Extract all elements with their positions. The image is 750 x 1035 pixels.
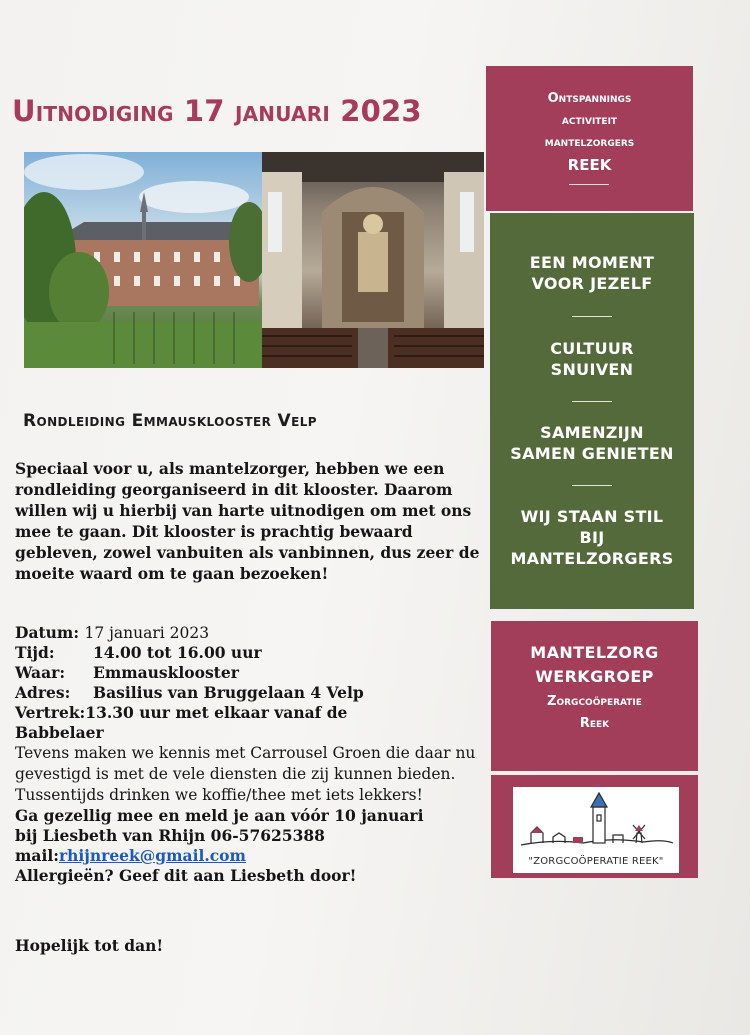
theme-moment [490,252,694,294]
mail-label: mail: [15,846,59,865]
datum-label: Datum: [15,623,80,642]
theme-stilstaan-line-1: WIJ STAAN STIL [520,507,664,526]
theme-samenzijn-line-2: SAMEN GENIETEN [510,444,674,463]
workgroup-line-2: WERKGROEP [535,667,654,686]
mail-line [15,846,485,866]
datum-value: 17 januari 2023 [84,624,210,642]
tour-heading: Rondleiding Emmausklooster Velp [23,411,317,431]
tijd-value: 14.00 tot 16.00 uur [93,643,262,662]
workgroup-line-1: MANTELZORG [530,643,659,662]
theme-cultuur-line-2: SNUIVEN [550,360,634,379]
waar-value: Emmausklooster [93,663,239,682]
signup-line-1: Ga gezellig mee en meld je aan vóór 10 januari [15,806,424,825]
vertrek-label: Vertrek: [15,703,86,722]
theme-moment-line-2: VOOR JEZELF [531,274,653,293]
detail-tijd [15,643,485,663]
church-interior-photo [262,152,484,368]
monastery-exterior-photo [24,152,262,368]
detail-datum [15,623,485,643]
allergy-text: Allergieën? Geef dit aan Liesbeth door! [15,866,357,885]
workgroup-line-3: Zorgcoöperatie [547,694,642,709]
theme-cultuur [490,338,694,380]
divider [572,485,612,486]
closing-text: Hopelijk tot dan! [15,936,164,955]
carrousel-text: Tevens maken we kennis met Carrousel Groen die daar nu gevestigd is met de vele diensten die zij kunnen bieden. [15,744,476,783]
theme-cultuur-line-1: CULTUUR [550,339,634,358]
coffee-text: Tussentijds drinken we koffie/thee met iets lekkers! [15,786,423,804]
sidebar-activity-box [486,66,693,211]
logo-caption: "ZORGCOÖPERATIE REEK" [528,856,664,867]
sidebar-workgroup-box [491,621,698,771]
sidebar-logo-box [491,775,698,878]
flyer-title: Uitnodiging 17 januari 2023 [12,94,422,128]
workgroup-line-4: Reek [579,716,610,731]
event-details [15,623,485,886]
tijd-label: Tijd: [15,643,55,662]
activity-line-3: mantelzorgers [544,135,635,150]
divider [572,316,612,317]
activity-line-1: Ontspannings [547,91,632,106]
intro-paragraph [15,458,485,584]
divider [572,401,612,402]
zorgcooperatie-logo [513,787,679,873]
detail-vertrek-cont: Babbelaer [15,723,104,742]
theme-stilstaan-line-3: MANTELZORGERS [510,549,674,568]
intro-text: Speciaal voor u, als mantelzorger, hebben we een rondleiding georganiseerd in dit klooster. Daarom willen wij u hierbij van harte uitnodigen om met ons mee te gaan. Dit klooster is prachtig bewaard gebleven, zowel vanbuiten als vanbinnen, dus zeer de moeite waard om te gaan bezoeken! [15,459,480,583]
detail-adres [15,683,485,703]
divider [569,184,609,185]
adres-label: Adres: [15,683,71,702]
theme-stilstaan-line-2: BIJ [579,528,605,547]
vertrek-value: 13.30 uur met elkaar vanaf de [85,703,348,722]
activity-line-4: REEK [567,156,612,174]
sidebar-themes-box [490,213,694,609]
waar-label: Waar: [15,663,66,682]
detail-vertrek [15,703,485,723]
email-link[interactable]: rhijnreek@gmail.com [58,846,246,865]
theme-stilstaan [490,506,694,569]
adres-value: Basilius van Bruggelaan 4 Velp [93,683,364,702]
theme-moment-line-1: EEN MOMENT [529,253,655,272]
theme-samenzijn-line-1: SAMENZIJN [540,423,644,442]
signup-line-2: bij Liesbeth van Rhijn 06-57625388 [15,826,325,845]
detail-waar [15,663,485,683]
activity-line-2: activiteit [561,113,618,128]
theme-samenzijn [490,422,694,464]
